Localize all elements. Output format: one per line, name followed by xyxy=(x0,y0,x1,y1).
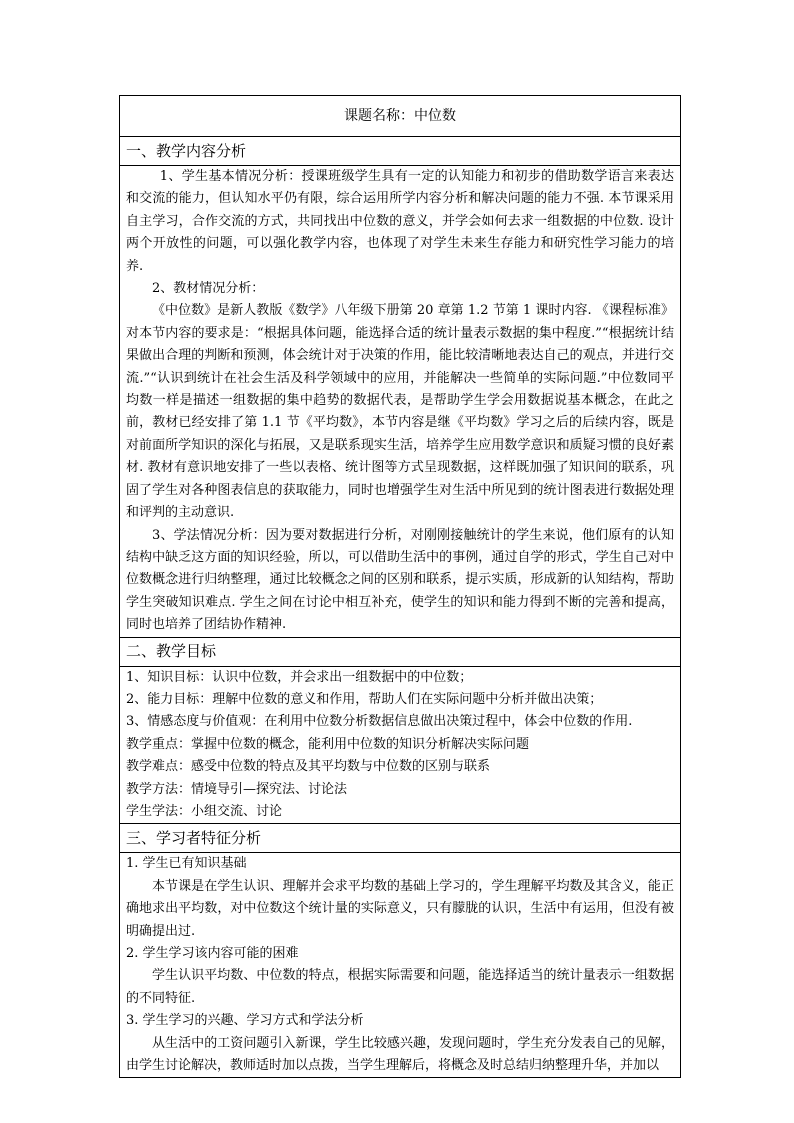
textbook-analysis-label: 2、教材情况分析： xyxy=(152,281,265,297)
prior-knowledge-paragraph: 本节课是在学生认识、理解并会求平均数的基础上学习的，学生理解平均数及其含义，能正确地求出平均数，对中位数这个统计量的实际意义，只有朦胧的认识，生活中有运用，但没有被明确提出过. xyxy=(126,878,674,939)
section2-heading-row xyxy=(120,637,681,666)
title-row xyxy=(120,96,681,137)
learning-method: 学生学法：小组交流、讨论 xyxy=(126,803,283,819)
section3-body-row xyxy=(120,853,681,1078)
teaching-key-point: 教学重点：掌握中位数的概念，能利用中位数的知识分析解决实际问题 xyxy=(126,736,530,752)
lesson-title: 课题名称：中位数 xyxy=(120,96,681,137)
prior-knowledge-heading: 1. 学生已有知识基础 xyxy=(126,856,247,872)
difficulties-heading: 2. 学生学习该内容可能的困难 xyxy=(126,946,299,961)
section-heading-teaching-objectives: 二、教学目标 xyxy=(120,637,681,666)
difficulties-paragraph: 学生认识平均数、中位数的特点，根据实际需要和问题，能选择适当的统计量表示一组数据的不同特征. xyxy=(126,968,674,1006)
lesson-plan-table xyxy=(119,95,681,1078)
section1-heading-row xyxy=(120,137,681,166)
emotion-objective: 3、情感态度与价值观：在利用中位数分析数据信息做出决策过程中，体会中位数的作用. xyxy=(126,714,633,730)
section-heading-learner-analysis: 三、学习者特征分析 xyxy=(120,824,681,853)
section3-body xyxy=(120,853,681,1078)
section1-body-row xyxy=(120,166,681,638)
learning-method-paragraph: 3、学法情况分析：因为要对数据进行分析，对刚刚接触统计的学生来说，他们原有的认知结构中缺乏这方面的知识经验，所以，可以借助生活中的事例，通过自学的形式，学生自己对中位数概念进行归纳整理，通过比较概念之间的区别和联系，提示实质，形成新的认知结构，帮助学生突破知识难点. 学生之间在讨论中相互补充，使学生的知识和能力得到不断的完善和提高，同时也培养了团结协作精神. xyxy=(126,527,674,633)
section-heading-content-analysis: 一、教学内容分析 xyxy=(120,137,681,166)
section2-body-row xyxy=(120,666,681,824)
interest-heading: 3. 学生学习的兴趣、学习方式和学法分析 xyxy=(126,1013,364,1029)
textbook-analysis-paragraph: 《中位数》是新人教版《数学》八年级下册第 20 章第 1.2 节第 1 课时内容. 《课程标准》对本节内容的要求是：“根据具体问题，能选择合适的统计量表示数据的集中程度.”“根据统计结果做出合理的判断和预测，体会统计对于决策的作用，能比较清晰地表达自己的观点，并进行交流.”“认识到统计在社会生活及科学领域中的应用，并能解决一些简单的实际问题.”中位数同平均数一样是描述一组数据的集中趋势的数据代表，是帮助学生学会用数据说基本概念，在此之前，教材已经安排了第 1.1 节《平均数》，本节内容是继《平均数》学习之后的后续内容，既是对前面所学知识的深化与拓展，又是联系现实生活，培养学生应用数学意识和质疑习惯的良好素材. 教材有意识地安排了一些以表格、统计图等方式呈现数据，这样既加强了知识间的联系，巩固了学生对各种图表信息的获取能力，同时也增强学生对生活中所见到的统计图表进行数据处理和评判的主动意识. xyxy=(126,303,674,521)
teaching-difficulty: 教学难点：感受中位数的特点及其平均数与中位数的区别与联系 xyxy=(126,759,491,775)
student-situation-paragraph: 1、学生基本情况分析：授课班级学生具有一定的认知能力和初步的借助数学语言来表达和交流的能力，但认知水平仍有限，综合运用所学内容分析和解决问题的能力不强. 本节课采用自主学习，合作交流的方式，共同找出中位数的意义，并学会如何去求一组数据的中位数. 设计两个开放性的问题，可以强化教学内容，也体现了对学生未来生存能力和研究性学习能力的培养. xyxy=(126,169,674,274)
section1-body xyxy=(120,166,681,638)
knowledge-objective: 1、知识目标：认识中位数，并会求出一组数据中的中位数； xyxy=(126,669,473,685)
ability-objective: 2、能力目标：理解中位数的意义和作用，帮助人们在实际问题中分析并做出决策； xyxy=(126,691,603,707)
teaching-method: 教学方法：情境导引—探究法、讨论法 xyxy=(126,781,348,797)
section3-heading-row xyxy=(120,824,681,853)
section2-body xyxy=(120,666,681,824)
interest-paragraph: 从生活中的工资问题引入新课，学生比较感兴趣，发现问题时，学生充分发表自己的见解，由学生讨论解决，教师适时加以点拨，当学生理解后，将概念及时总结归纳整理升华，并加以 xyxy=(126,1035,674,1074)
